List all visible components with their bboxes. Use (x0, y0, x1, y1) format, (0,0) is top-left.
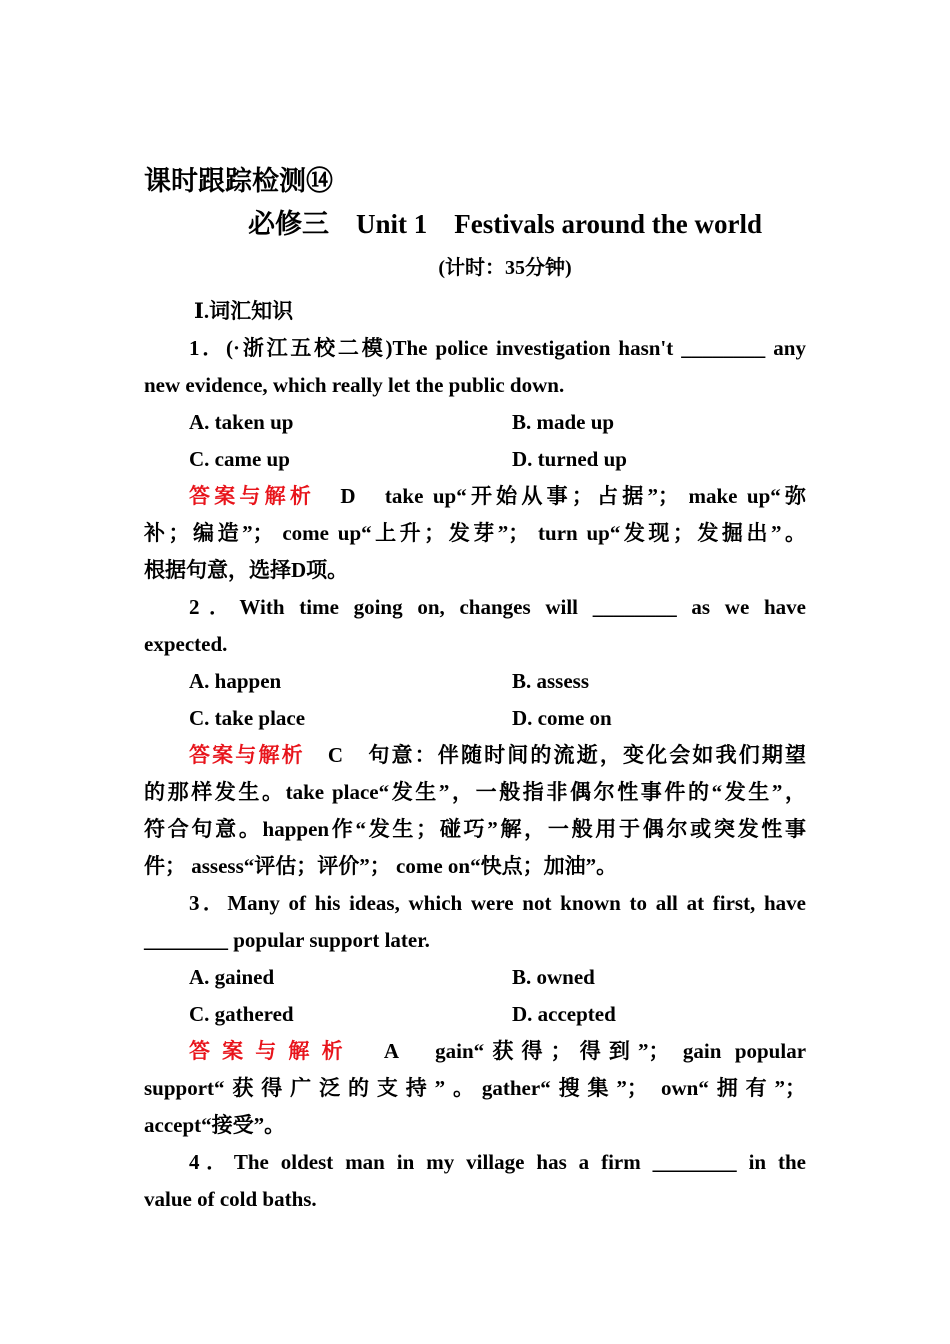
question-1-stem-line-1: 1．(·浙江五校二模)The police investigation hasn't ________ any (189, 336, 806, 360)
option-d: D. accepted (512, 1002, 616, 1026)
option-d: D. come on (512, 706, 612, 730)
option-b: B. owned (512, 965, 595, 989)
answer-label: 答案与解析 (189, 484, 316, 508)
answer-2-line-3: 符合句意。happen作“发生；碰巧”解，一般用于偶尔或突发性事 (144, 817, 806, 841)
answer-2-line-2: 的那样发生。take place“发生”，一般指非偶尔性事件的“发生”， (144, 780, 806, 804)
question-4-stem-line-2: value of cold baths. (144, 1187, 317, 1211)
answer-3-line-3: accept“接受”。 (144, 1113, 286, 1137)
question-2-stem-line-1: 2．With time going on, changes will ________ as we have (189, 595, 806, 619)
option-a: A. happen (189, 669, 282, 693)
answer-1-line-3: 根据句意，选择D项。 (144, 558, 349, 582)
question-1 (144, 330, 806, 589)
option-c: C. gathered (189, 1002, 294, 1026)
question-2 (144, 589, 806, 885)
question-2-options-row-1 (144, 663, 806, 700)
answer-1-line-2: 补；编造”； come up“上升；发芽”； turn up“发现；发掘出”。 (144, 521, 806, 545)
question-3 (144, 885, 806, 1144)
question-2-options-row-2 (144, 700, 806, 737)
question-1-stem-line-2: new evidence, which really let the public down. (144, 373, 565, 397)
page-subtitle: 必修三 Unit 1 Festivals around the world (247, 209, 763, 239)
answer-3-line-1 (144, 1033, 806, 1070)
answer-3-line-2: support“获得广泛的支持”。gather“搜集”； own“拥有”； (144, 1076, 806, 1100)
question-4 (144, 1144, 806, 1218)
question-1-options-row-1 (144, 404, 806, 441)
option-b: B. assess (512, 669, 590, 693)
answer-2-text-1: C 句意：伴随时间的流逝，变化会如我们期望 (327, 743, 807, 767)
question-3-stem-line-2: ________ popular support later. (144, 928, 430, 952)
answer-label: 答案与解析 (189, 743, 305, 767)
answer-3-text-1: A gain“获得；得到”； gain popular (383, 1039, 807, 1063)
time-limit: (计时：35分钟) (438, 257, 572, 279)
question-2-stem-line-2: expected. (144, 632, 228, 656)
question-3-stem-line-1: 3．Many of his ideas, which were not known to all at first, have (189, 891, 806, 915)
page-title: 课时跟踪检测⑭ (144, 166, 333, 196)
question-3-options-row-1 (144, 959, 806, 996)
option-a: A. gained (189, 965, 275, 989)
option-d: D. turned up (512, 447, 627, 471)
answer-2-line-1 (144, 737, 806, 774)
answer-2-line-4: 件； assess“评估；评价”； come on“快点；加油”。 (144, 854, 618, 878)
option-c: C. came up (189, 447, 290, 471)
option-c: C. take place (189, 706, 306, 730)
question-1-options-row-2 (144, 441, 806, 478)
section-heading: Ⅰ.词汇知识 (194, 299, 294, 323)
option-a: A. taken up (189, 410, 294, 434)
document-content (144, 158, 806, 1218)
answer-1-line-1 (144, 478, 806, 515)
question-3-options-row-2 (144, 996, 806, 1033)
question-4-stem-line-1: 4．The oldest man in my village has a firm ________ in the (189, 1150, 806, 1174)
answer-label: 答案与解析 (189, 1039, 355, 1063)
option-b: B. made up (512, 410, 615, 434)
answer-1-text-1: D take up“开始从事；占据”； make up“弥 (340, 484, 806, 508)
